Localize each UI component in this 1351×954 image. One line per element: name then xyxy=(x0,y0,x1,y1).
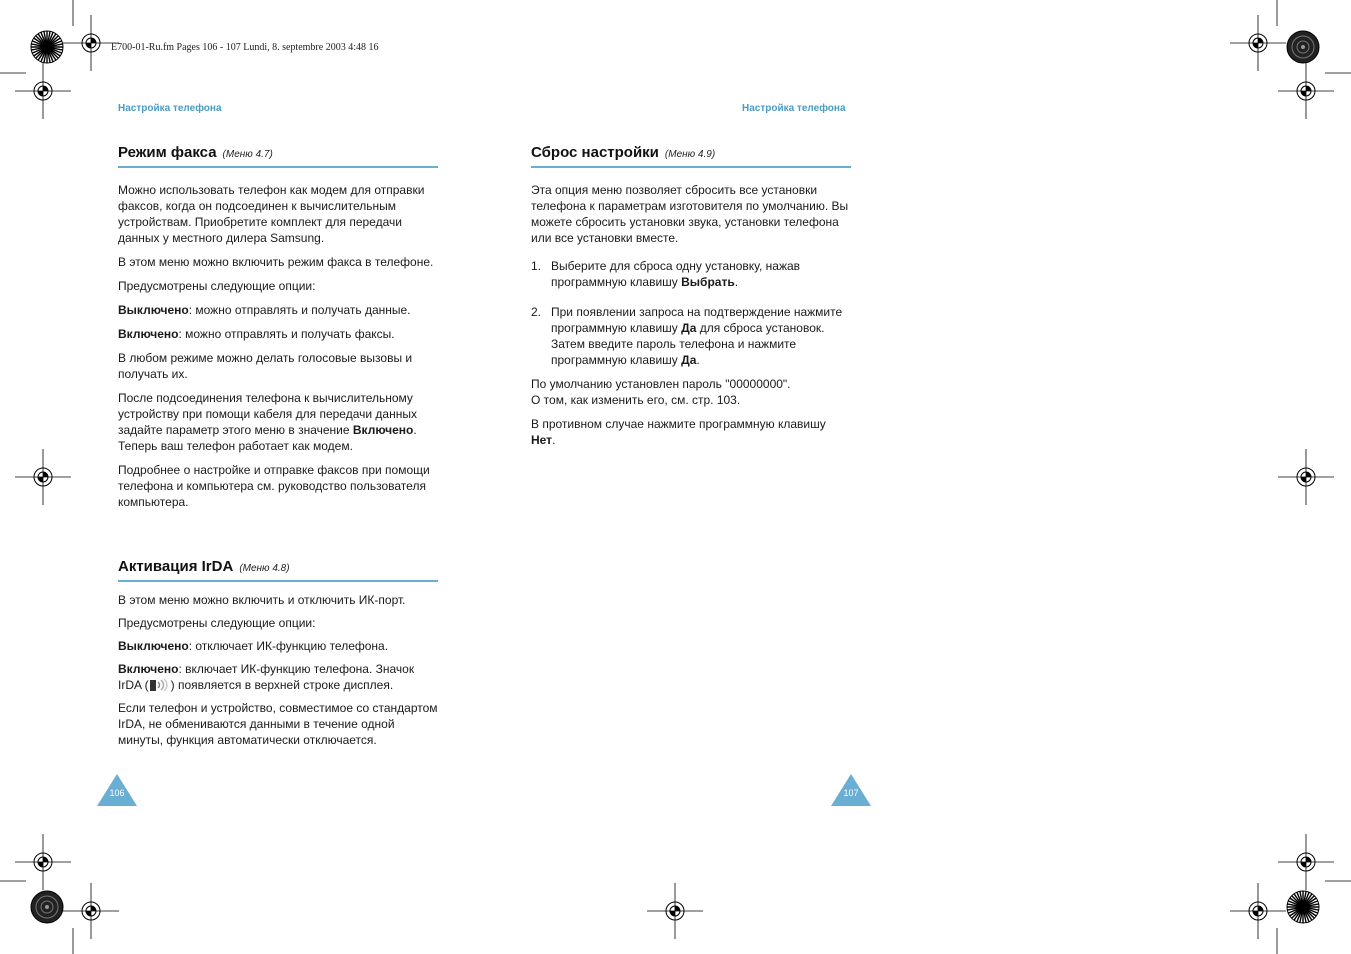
reset-step-2-text-c: . xyxy=(696,353,700,367)
reset-step-2-text-b: для сброса установок. Затем введите пароль телефона и нажмите программную клавишу xyxy=(551,321,825,367)
fax-option-off-text: : можно отправлять и получать данные. xyxy=(188,303,411,317)
reset-note-2-text-b: . xyxy=(552,433,556,447)
reset-title: Сброс настройки xyxy=(531,144,659,161)
reset-step-1-bold: Выбрать xyxy=(681,275,735,289)
fax-paragraph-3: Предусмотрены следующие опции: xyxy=(118,279,316,293)
fax-option-off-label: Выключено xyxy=(118,303,189,317)
reset-note-1-line-2: О том, как изменить его, см. стр. 103. xyxy=(531,393,741,407)
left-running-head: Настройка телефона xyxy=(118,103,222,114)
fax-option-on-text: : можно отправлять и получать факсы. xyxy=(178,327,395,341)
irda-option-on-label: Включено xyxy=(118,662,179,676)
irda-paragraph-1: В этом меню можно включить и отключить ИК-порт. xyxy=(118,593,406,607)
reset-note-2-text-a: В противном случае нажмите программную клавишу xyxy=(531,417,826,431)
irda-option-off xyxy=(118,638,438,654)
left-page-number-label: 106 xyxy=(109,788,125,798)
fax-paragraph-2: В этом меню можно включить режим факса в телефоне. xyxy=(118,255,434,269)
fax-option-off xyxy=(118,302,438,318)
right-page-number xyxy=(831,774,871,806)
reset-step-2-bold-1: Да xyxy=(681,321,697,335)
reset-note-1 xyxy=(531,376,851,408)
fax-p5-bold: Включено xyxy=(352,423,414,437)
reset-intro: Эта опция меню позволяет сбросить все установки телефона к параметрам изготовителя по умолчанию. Вы можете сбросить установки звука, установки телефона или все установки вместе. xyxy=(531,183,849,245)
irda-icon xyxy=(149,678,171,692)
irda-option-on xyxy=(118,661,438,693)
fax-paragraph-4: В любом режиме можно делать голосовые вызовы и получать их. xyxy=(118,351,413,381)
irda-paragraph-2: Предусмотрены следующие опции: xyxy=(118,616,316,630)
reset-section-title xyxy=(531,145,851,168)
reset-note-1-line-1: По умолчанию установлен пароль "00000000". xyxy=(531,377,791,391)
fax-option-on-label: Включено xyxy=(118,327,179,341)
irda-content xyxy=(118,559,438,756)
right-page-number-label: 107 xyxy=(843,788,859,798)
reset-note-2-bold: Нет xyxy=(531,433,553,447)
reset-step-1-text-b: . xyxy=(734,275,739,289)
irda-option-off-label: Выключено xyxy=(118,639,189,653)
reset-step-2 xyxy=(531,304,851,368)
reset-step-2-text-a: При появлении запроса на подтверждение нажмите программную клавишу xyxy=(551,305,843,335)
fax-menu-ref: (Меню 4.7) xyxy=(222,149,273,160)
fax-paragraph-5 xyxy=(118,390,438,454)
fax-title: Режим факса xyxy=(118,144,217,161)
irda-title: Активация IrDA xyxy=(118,558,234,575)
file-info: E700-01-Ru.fm Pages 106 - 107 Lundi, 8. septembre 2003 4:48 16 xyxy=(111,42,379,53)
reset-steps xyxy=(531,258,851,368)
reset-step-1 xyxy=(531,258,851,290)
irda-section-title xyxy=(118,559,438,582)
irda-option-off-text: : отключает ИК-функцию телефона. xyxy=(188,639,389,653)
irda-paragraph-3: Если телефон и устройство, совместимое со стандартом IrDA, не обмениваются данными в течение одной минуты, функция автоматически отключается. xyxy=(118,701,438,747)
reset-step-2-number: 2. xyxy=(531,305,542,319)
right-page-content xyxy=(531,145,851,456)
reset-step-1-number: 1. xyxy=(531,259,542,273)
irda-option-on-text-a: : включает ИК-функцию телефона. Значок IrDA ( xyxy=(118,662,415,692)
reset-step-1-text-a: Выберите для сброса одну установку, нажав программную клавишу xyxy=(551,259,801,289)
fax-p5-a: После подсоединения телефона к вычислительному устройству при помощи кабеля для передачи данных задайте параметр этого меню в значение xyxy=(118,391,417,437)
left-page-content xyxy=(118,145,438,518)
left-page-number xyxy=(97,774,137,806)
fax-section-title xyxy=(118,145,438,168)
irda-option-on-text-b: ) появляется в верхней строке дисплея. xyxy=(170,678,394,692)
reset-menu-ref: (Меню 4.9) xyxy=(664,149,716,160)
reset-note-2 xyxy=(531,416,851,448)
reset-step-2-bold-2: Да xyxy=(681,353,697,367)
fax-option-on xyxy=(118,326,438,342)
fax-paragraph-6: Подробнее о настройке и отправке факсов при помощи телефона и компьютера см. руководство пользователя компьютера. xyxy=(118,463,430,509)
fax-paragraph-1: Можно использовать телефон как модем для отправки факсов, когда он подсоединен к вычислительным устройствам. Приобретите комплект для передачи данных у местного дилера Samsung. xyxy=(118,183,425,245)
irda-menu-ref: (Меню 4.8) xyxy=(239,563,290,574)
fax-p5-b: . Теперь ваш телефон работает как модем. xyxy=(118,423,417,453)
right-running-head: Настройка телефона xyxy=(742,103,846,114)
